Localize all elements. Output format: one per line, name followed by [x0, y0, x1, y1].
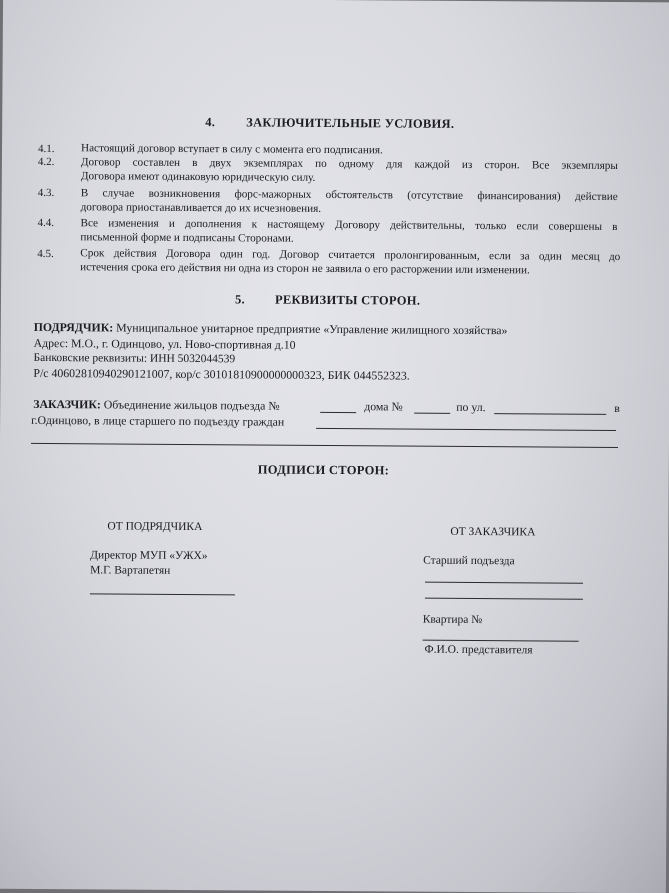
clause-text-cont: Договора имеют одинаковую юридическую силу. — [80, 170, 316, 184]
clause-number: 4.5. — [37, 247, 54, 261]
customer-signature-heading: ОТ ЗАКАЗЧИКА — [450, 525, 536, 539]
clause-text: Договор составлен в двух экземплярах по одному для каждой из сторон. Все экземпляры — [80, 156, 618, 173]
entrance-number-blank — [320, 412, 356, 413]
clause-text-cont: истечения срока его действия ни одна из сторон не заявила о его расторжении или изменении. — [80, 261, 530, 277]
clause-text: Настоящий договор вступает в силу с момента его подписания. — [80, 142, 383, 157]
contractor-label: ПОДРЯДЧИК: — [33, 319, 114, 335]
clause-number: 4.3. — [37, 186, 55, 200]
contractor-signature-line — [90, 593, 235, 595]
customer-line-1 — [33, 398, 279, 413]
customer-position: Старший подъезда — [423, 554, 515, 568]
customer-signature-line-1 — [425, 582, 583, 584]
section-4-number: 4. — [205, 115, 216, 130]
contractor-name: Муниципальное унитарное предприятие «Управление жилищного хозяйства» — [116, 320, 508, 338]
clause-number: 4.4. — [37, 216, 55, 230]
citizen-name-blank — [316, 428, 616, 431]
clause-text-cont: письменной форме и подписаны Сторонами. — [80, 231, 294, 245]
contractor-signature-heading: ОТ ПОДРЯДЧИКА — [107, 520, 203, 534]
customer-in-label: в — [614, 400, 620, 416]
contractor-person: М.Г. Вартапетян — [90, 564, 171, 577]
clause-text: Все изменения и дополнения к настоящему Договору действительны, только если совершены в — [80, 217, 618, 234]
customer-signature-line-2 — [425, 598, 583, 600]
customer-association: Объединение жильцов подъезда № — [103, 397, 280, 413]
clause-text-cont: договора приостанавливается до их исчезновения. — [80, 201, 322, 215]
customer-label: ЗАКАЗЧИК: — [33, 396, 101, 412]
section-4-title: ЗАКЛЮЧИТЕЛЬНЫЕ УСЛОВИЯ. — [246, 115, 455, 131]
contractor-position: Директор МУП «УЖХ» — [90, 549, 208, 563]
house-number-blank — [414, 413, 450, 414]
customer-house-label: дома № — [364, 399, 403, 414]
customer-line-2: г.Одинцово, в лице старшего по подъезду граждан — [31, 412, 285, 429]
contractor-bank: Банковские реквизиты: ИНН 5032044539 — [33, 351, 236, 366]
section-5-number: 5. — [234, 292, 246, 307]
clause-text: Срок действия Договора один год. Договор считается пролонгированным, если за один месяц до — [80, 247, 621, 264]
clause-number: 4.2. — [37, 155, 55, 169]
apartment-line — [423, 640, 579, 642]
contractor-address: Адрес: М.О., г. Одинцово, ул. Ново-спортивная д.10 — [33, 335, 296, 352]
section-5-title: РЕКВИЗИТЫ СТОРОН. — [274, 292, 421, 308]
signatures-title: ПОДПИСИ СТОРОН: — [257, 462, 390, 478]
clause-text: В случае возникновения форс-мажорных обстоятельств (отсутствие финансирования) действие — [80, 187, 618, 204]
clause-number: 4.1. — [37, 142, 55, 156]
separator-line — [31, 443, 618, 448]
contractor-line — [34, 321, 508, 338]
representative-label: Ф.И.О. представителя — [424, 643, 533, 657]
street-blank — [494, 413, 606, 415]
customer-street-label: по ул. — [456, 399, 486, 415]
contractor-accounts: Р/с 40602810940290121007, кор/с 30101810900000000323, БИК 044552323. — [33, 365, 410, 383]
apartment-label: Квартира № — [422, 613, 483, 627]
